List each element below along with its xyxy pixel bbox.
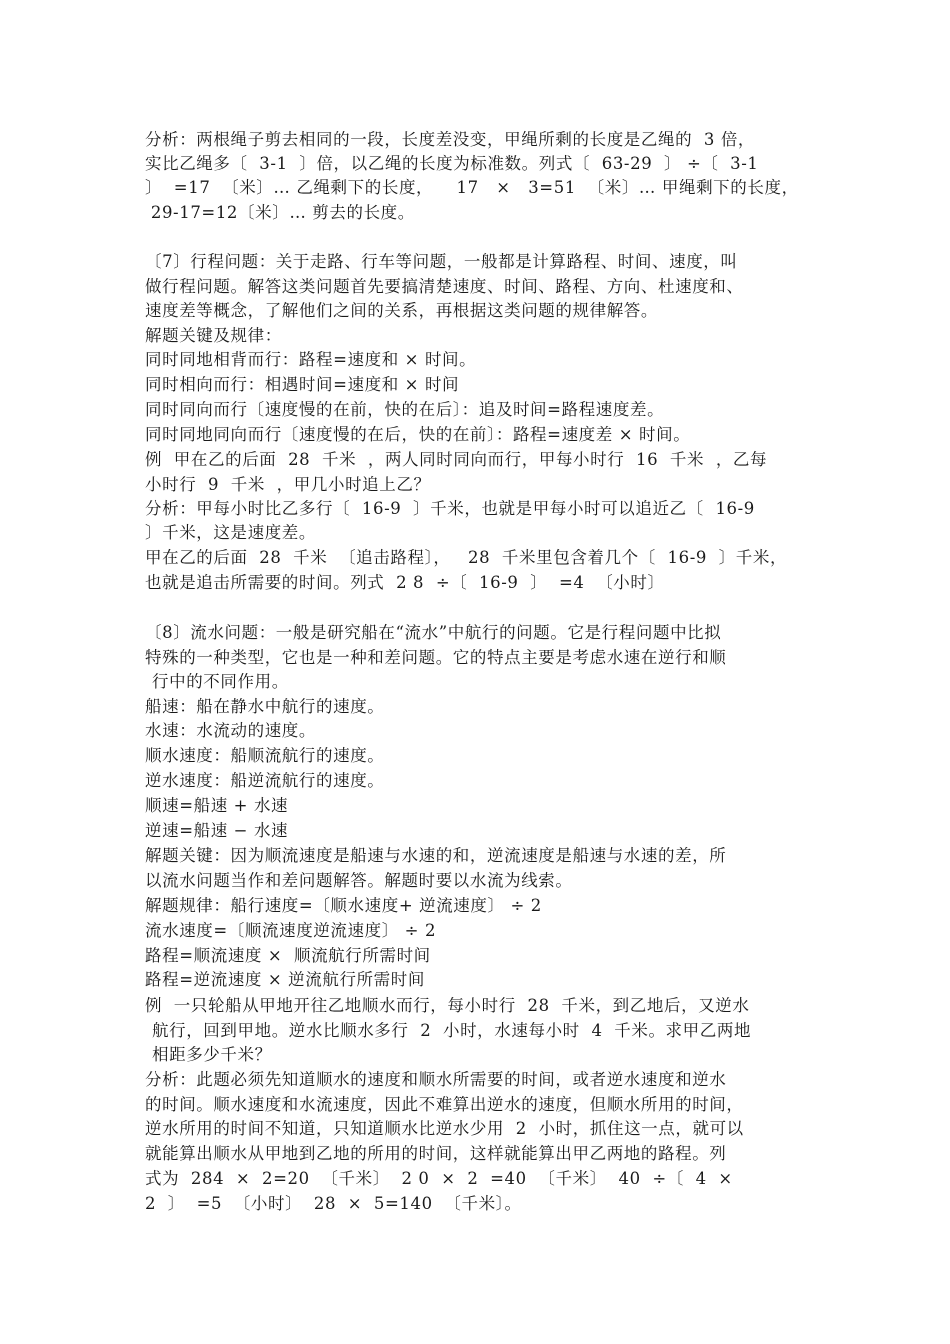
text-line: 顺水速度：船顺流航行的速度。: [145, 746, 385, 765]
text-line: 逆速=船速 − 水速: [145, 821, 289, 840]
text-line: 航行，回到甲地。逆水比顺水多行 2 小时，水速每小时 4 千米。求甲乙两地: [152, 1021, 752, 1040]
text-line: 分析：两根绳子剪去相同的一段，长度差没变，甲绳所剩的长度是乙绳的 3 倍，: [145, 130, 756, 149]
text-line: 解题关键：因为顺流速度是船速与水速的和，逆流速度是船速与水速的差，所: [145, 846, 727, 865]
text-line: 同时同向而行〔速度慢的在前，快的在后〕：追及时间=路程速度差。: [145, 400, 665, 419]
text-line: 〔7〕行程问题：关于走路、行车等问题，一般都是计算路程、时间、速度，叫: [145, 252, 738, 271]
text-line: 顺速=船速 + 水速: [145, 796, 289, 815]
text-line: 路程=逆流速度 × 逆流航行所需时间: [145, 970, 425, 989]
text-line: 解题规律：船行速度=〔顺水速度+ 逆流速度〕 ÷ 2: [145, 896, 542, 915]
text-line: 路程=顺流速度 × 顺流航行所需时间: [145, 946, 431, 965]
text-line: 速度差等概念，了解他们之间的关系，再根据这类问题的规律解答。: [145, 301, 658, 320]
text-line: 〔8〕流水问题：一般是研究船在“流水”中航行的问题。它是行程问题中比拟: [145, 623, 722, 642]
text-line: 的时间。顺水速度和水流速度，因此不难算出逆水的速度，但顺水所用的时间，: [145, 1095, 744, 1114]
text-line: 例 一只轮船从甲地开往乙地顺水而行，每小时行 28 千米，到乙地后，又逆水: [145, 996, 750, 1015]
text-line: 以流水问题当作和差问题解答。解题时要以水流为线索。: [145, 871, 573, 890]
text-line: 2 〕 =5 〔小时〕 28 × 5=140 〔千米〕。: [145, 1194, 522, 1213]
text-line: 例 甲在乙的后面 28 千米 ，两人同时同向而行，甲每小时行 16 千米 ，乙每: [145, 450, 768, 469]
text-line: 同时同地相背而行：路程=速度和 × 时间。: [145, 350, 477, 369]
text-line: 分析：甲每小时比乙多行〔 16-9 〕千米，也就是甲每小时可以追近乙〔 16-9: [145, 499, 755, 518]
text-line: 特殊的一种类型，它也是一种和差问题。它的特点主要是考虑水速在逆行和顺: [145, 648, 727, 667]
text-line: 行中的不同作用。: [152, 672, 289, 691]
text-line: 同时相向而行：相遇时间=速度和 × 时间: [145, 375, 460, 394]
text-line: 实比乙绳多〔 3-1 〕倍，以乙绳的长度为标准数。列式〔 63-29 〕 ÷〔 3-1: [145, 154, 759, 173]
text-line: 29-17=12〔米〕… 剪去的长度。: [145, 203, 415, 222]
text-line: 式为 284 × 2=20 〔千米〕 2 0 × 2 =40 〔千米〕 40 ÷〔 4 ×: [145, 1169, 733, 1188]
text-line: 水速：水流动的速度。: [145, 721, 316, 740]
text-line: 也就是追击所需要的时间。列式 2 8 ÷〔 16-9 〕 =4 〔小时〕: [145, 573, 665, 592]
text-line: 分析：此题必须先知道顺水的速度和顺水所需要的时间，或者逆水速度和逆水: [145, 1070, 727, 1089]
text-line: 逆水所用的时间不知道，只知道顺水比逆水少用 2 小时，抓住这一点，就可以: [145, 1119, 744, 1138]
text-line: 小时行 9 千米 ，甲几小时追上乙？: [145, 475, 431, 494]
text-line: 甲在乙的后面 28 千米 〔追击路程〕， 28 千米里包含着几个〔 16-9 〕千米，: [145, 548, 788, 567]
text-line: 做行程问题。解答这类问题首先要搞清楚速度、时间、路程、方向、杜速度和、: [145, 277, 744, 296]
text-line: 船速：船在静水中航行的速度。: [145, 697, 385, 716]
text-line: 相距多少千米？: [152, 1045, 272, 1064]
text-line: 〕 =17 〔米〕… 乙绳剩下的长度， 17 × 3=51 〔米〕… 甲绳剩下的长度，: [145, 178, 799, 197]
text-line: 逆水速度：船逆流航行的速度。: [145, 771, 385, 790]
text-line: 解题关键及规律：: [145, 326, 282, 345]
text-line: 流水速度=〔顺流速度逆流速度〕 ÷ 2: [145, 921, 437, 940]
text-line: 同时同地同向而行〔速度慢的在后，快的在前〕：路程=速度差 × 时间。: [145, 425, 691, 444]
text-line: 就能算出顺水从甲地到乙地的所用的时间，这样就能算出甲乙两地的路程。列: [145, 1144, 727, 1163]
text-line: 〕千米，这是速度差。: [145, 523, 316, 542]
